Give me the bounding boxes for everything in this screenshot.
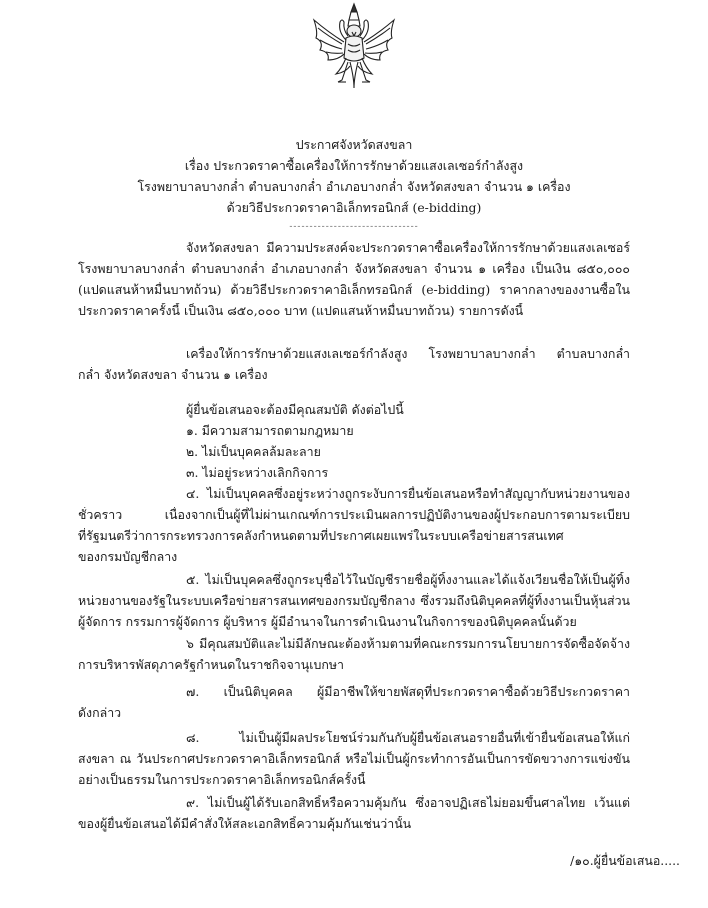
qualification-4-line-1: ๔. ไม่เป็นบุคคลซึ่งอยู่ระหว่างถูกระงับการยื่นข้อเสนอหรือทำสัญญากับหน่วยงานของ	[186, 486, 630, 501]
qualification-3: ๓. ไม่อยู่ระหว่างเลิกกิจการ	[186, 465, 329, 480]
qualification-4-line-3: ที่รัฐมนตรีว่าการกระทรวงการคลังกำหนดตามที่ประกาศเผยแพร่ในระบบเครือข่ายสารสนเทศ	[78, 528, 564, 543]
subject-line: เรื่อง ประกวดราคาซื้อเครื่องให้การรักษาด้วยแสงเลเซอร์กำลังสูง	[184, 158, 524, 173]
qualification-7-line-1: ๗. เป็นนิติบุคคล ผู้มีอาชีพให้ขายพัสดุที่ประกวดราคาซื้อด้วยวิธีประกวดราคา	[186, 684, 630, 699]
header-divider: --------------------------------	[289, 222, 419, 232]
qualification-5-line-1: ๕. ไม่เป็นบุคคลซึ่งถูกระบุชื่อไว้ในบัญชีรายชื่อผู้ทิ้งงานและได้แจ้งเวียนชื่อให้เป็นผู้ทิ้ง	[186, 572, 630, 587]
qualification-9-line-1: ๙. ไม่เป็นผู้ได้รับเอกสิทธิ์หรือความคุ้มกัน ซึ่งอาจปฏิเสธไม่ยอมขึ้นศาลไทย เว้นแต่	[186, 795, 630, 810]
qualification-7-line-2: ดังกล่าว	[78, 705, 122, 720]
announcement-title: ประกาศจังหวัดสงขลา	[295, 137, 413, 152]
qualification-4-line-2: ชั่วคราว เนื่องจากเป็นผู้ที่ไม่ผ่านเกณฑ์การประเมินผลการปฏิบัติงานของผู้ประกอบการตามระเบียบ	[78, 507, 630, 522]
qualification-8-line-2: สงขลา ณ วันประกาศประกวดราคาอิเล็กทรอนิกส์ หรือไม่เป็นผู้กระทำการอันเป็นการขัดขวางการแข่งขัน	[78, 751, 630, 766]
continuation-marker: /๑๐.ผู้ยื่นข้อเสนอ.....	[570, 853, 680, 868]
qualification-8-line-1: ๘. ไม่เป็นผู้มีผลประโยชน์ร่วมกันกับผู้ยื่นข้อเสนอรายอื่นที่เข้ายื่นข้อเสนอให้แก่	[186, 730, 630, 745]
intro-line-4: ประกวดราคาครั้งนี้ เป็นเงิน ๘๕๐,๐๐๐ บาท (แปดแสนห้าหมื่นบาทถ้วน) รายการดังนี้	[78, 303, 524, 318]
garuda-emblem-icon	[308, 2, 400, 90]
qualification-5-line-3: ผู้จัดการ กรรมการผู้จัดการ ผู้บริหาร ผู้มีอำนาจในการดำเนินงานในกิจการของนิติบุคคลนั้นด้วย	[78, 614, 577, 629]
intro-line-3: (แปดแสนห้าหมื่นบาทถ้วน) ด้วยวิธีประกวดราคาอิเล็กทรอนิกส์ (e-bidding) ราคากลางของงานซื้อใน	[78, 282, 630, 297]
qualification-4-line-4: ของกรมบัญชีกลาง	[78, 549, 178, 564]
qualification-9-line-2: ของผู้ยื่นข้อเสนอได้มีคำสั่งให้สละเอกสิทธิ์ความคุ้มกันเช่นว่านั้น	[78, 816, 412, 831]
item-line-2: กล่ำ จังหวัดสงขลา จำนวน ๑ เครื่อง	[78, 367, 268, 382]
qualification-1: ๑. มีความสามารถตามกฎหมาย	[186, 423, 354, 438]
qualification-6-line-1: ๖ มีคุณสมบัติและไม่มีลักษณะต้องห้ามตามที่คณะกรรมการนโยบายการจัดซื้อจัดจ้าง	[186, 636, 630, 651]
intro-line-1: จังหวัดสงขลา มีความประสงค์จะประกวดราคาซื้อเครื่องให้การรักษาด้วยแสงเลเซอร์	[186, 240, 630, 255]
qualification-6-line-2: การบริหารพัสดุภาครัฐกำหนดในราชกิจจานุเบกษา	[78, 657, 344, 672]
method-line: ด้วยวิธีประกวดราคาอิเล็กทรอนิกส์ (e-bidding)	[226, 200, 482, 215]
qualification-2: ๒. ไม่เป็นบุคคลล้มละลาย	[186, 444, 321, 459]
qualification-5-line-2: หน่วยงานของรัฐในระบบเครือข่ายสารสนเทศของกรมบัญชีกลาง ซึ่งรวมถึงนิติบุคคลที่ผู้ทิ้งงานเป็นหุ้นส่วน	[78, 593, 630, 608]
qualifications-heading: ผู้ยื่นข้อเสนอจะต้องมีคุณสมบัติ ดังต่อไปนี้	[186, 402, 404, 417]
item-line-1: เครื่องให้การรักษาด้วยแสงเลเซอร์กำลังสูง โรงพยาบาลบางกล่ำ ตำบลบางกล่ำ	[186, 346, 630, 361]
intro-line-2: โรงพยาบาลบางกล่ำ ตำบลบางกล่ำ อำเภอบางกล่ำ จังหวัดสงขลา จำนวน ๑ เครื่อง เป็นเงิน ๘๕๐,๐๐๐	[78, 261, 630, 276]
location-line: โรงพยาบาลบางกล่ำ ตำบลบางกล่ำ อำเภอบางกล่ำ จังหวัดสงขลา จำนวน ๑ เครื่อง	[137, 179, 571, 194]
qualification-8-line-3: อย่างเป็นธรรมในการประกวดราคาอิเล็กทรอนิกส์ครั้งนี้	[78, 772, 366, 787]
